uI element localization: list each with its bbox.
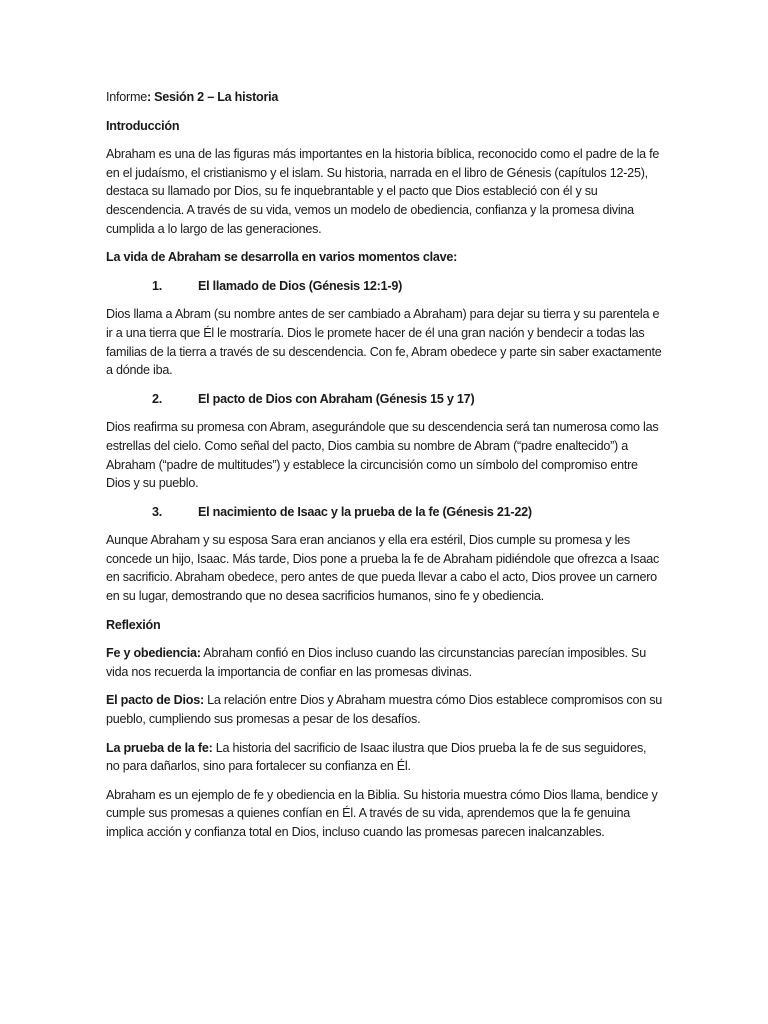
document-title <box>106 88 662 107</box>
conclusion-paragraph: Abraham es un ejemplo de fe y obediencia en la Biblia. Su historia muestra cómo Dios llama, bendice y cumple sus promesas a quienes confían en Él. A través de su vida, aprendemos que la fe genuina implica acción y confianza total en Dios, incluso cuando las promesas parecen inalcanzables. <box>106 787 658 839</box>
title-prefix: Informe <box>106 90 147 104</box>
point-text: La relación entre Dios y Abraham muestra cómo Dios establece compromisos con su pueblo, cumpliendo sus promesas a pesar de los desafíos. <box>106 693 662 727</box>
point-text: La historia del sacrificio de Isaac ilustra que Dios prueba la fe de sus seguidores, no para dañarlos, sino para fortalecer su confianza en Él. <box>106 740 647 774</box>
point-label: La prueba de la fe: <box>106 740 213 755</box>
point-label: El pacto de Dios: <box>106 693 204 708</box>
intro-paragraph: Abraham es una de las figuras más importantes en la historia bíblica, reconocido como el padre de la fe en el judaísmo, el cristianismo y el islam. Su historia, narrada en el libro de Génesis (capítulos 12-25), destaca su llamado por Dios, su fe inquebrantable y el pacto que Dios estableció con él y su descendencia. A través de su vida, vemos un modelo de obediencia, confianza y la promesa divina cumplida a lo largo de las generaciones. <box>106 147 660 236</box>
item-number: 2. <box>152 391 163 406</box>
title-text: : Sesión 2 – La historia <box>146 90 279 104</box>
numbered-heading-1 <box>106 277 662 296</box>
reflection-point-2 <box>106 691 662 728</box>
life-heading: La vida de Abraham se desarrolla en varios momentos clave: <box>106 250 458 265</box>
numbered-heading-3 <box>106 503 662 522</box>
item-title: El llamado de Dios (Génesis 12:1-9) <box>198 278 403 293</box>
item-paragraph-3: Aunque Abraham y su esposa Sara eran ancianos y ella era estéril, Dios cumple su promesa y les concede un hijo, Isaac. Más tarde, Dios pone a prueba la fe de Abraham pidiéndole que ofrezca a Isaac en sacrificio. Abraham obedece, pero antes de que pueda llevar a cabo el acto, Dios provee un carnero en su lugar, demostrando que no desea sacrificios humanos, sino fe y obediencia. <box>106 533 660 604</box>
reflection-point-3 <box>106 739 662 776</box>
reflection-point-1 <box>106 644 662 681</box>
intro-heading: Introducción <box>106 118 180 133</box>
item-title: El nacimiento de Isaac y la prueba de la fe (Génesis 21-22) <box>198 504 532 519</box>
point-text: Abraham confió en Dios incluso cuando las circunstancias parecían imposibles. Su vida nos recuerda la importancia de confiar en las promesas divinas. <box>106 646 646 679</box>
item-number: 3. <box>152 504 163 519</box>
item-paragraph-2: Dios reafirma su promesa con Abram, asegurándole que su descendencia será tan numerosa como las estrellas del cielo. Como señal del pacto, Dios cambia su nombre de Abram (“padre enaltecido”) a Abraham (“padre de multitudes”) y establece la circuncisión como un símbolo del compromiso entre Dios y su pueblo. <box>106 420 659 491</box>
point-label: Fe y obediencia: <box>106 646 201 661</box>
document-content <box>106 88 662 852</box>
reflection-heading: Reflexión <box>106 617 161 632</box>
item-paragraph-1: Dios llama a Abram (su nombre antes de ser cambiado a Abraham) para dejar su tierra y su parentela e ir a una tierra que Él le mostraría. Dios le promete hacer de él una gran nación y bendecir a todas las familias de la tierra a través de su descendencia. Con fe, Abram obedece y parte sin saber exactamente a dónde iba. <box>106 307 662 378</box>
item-title: El pacto de Dios con Abraham (Génesis 15 y 17) <box>198 391 475 406</box>
item-number: 1. <box>152 278 163 293</box>
numbered-heading-2 <box>106 390 662 409</box>
